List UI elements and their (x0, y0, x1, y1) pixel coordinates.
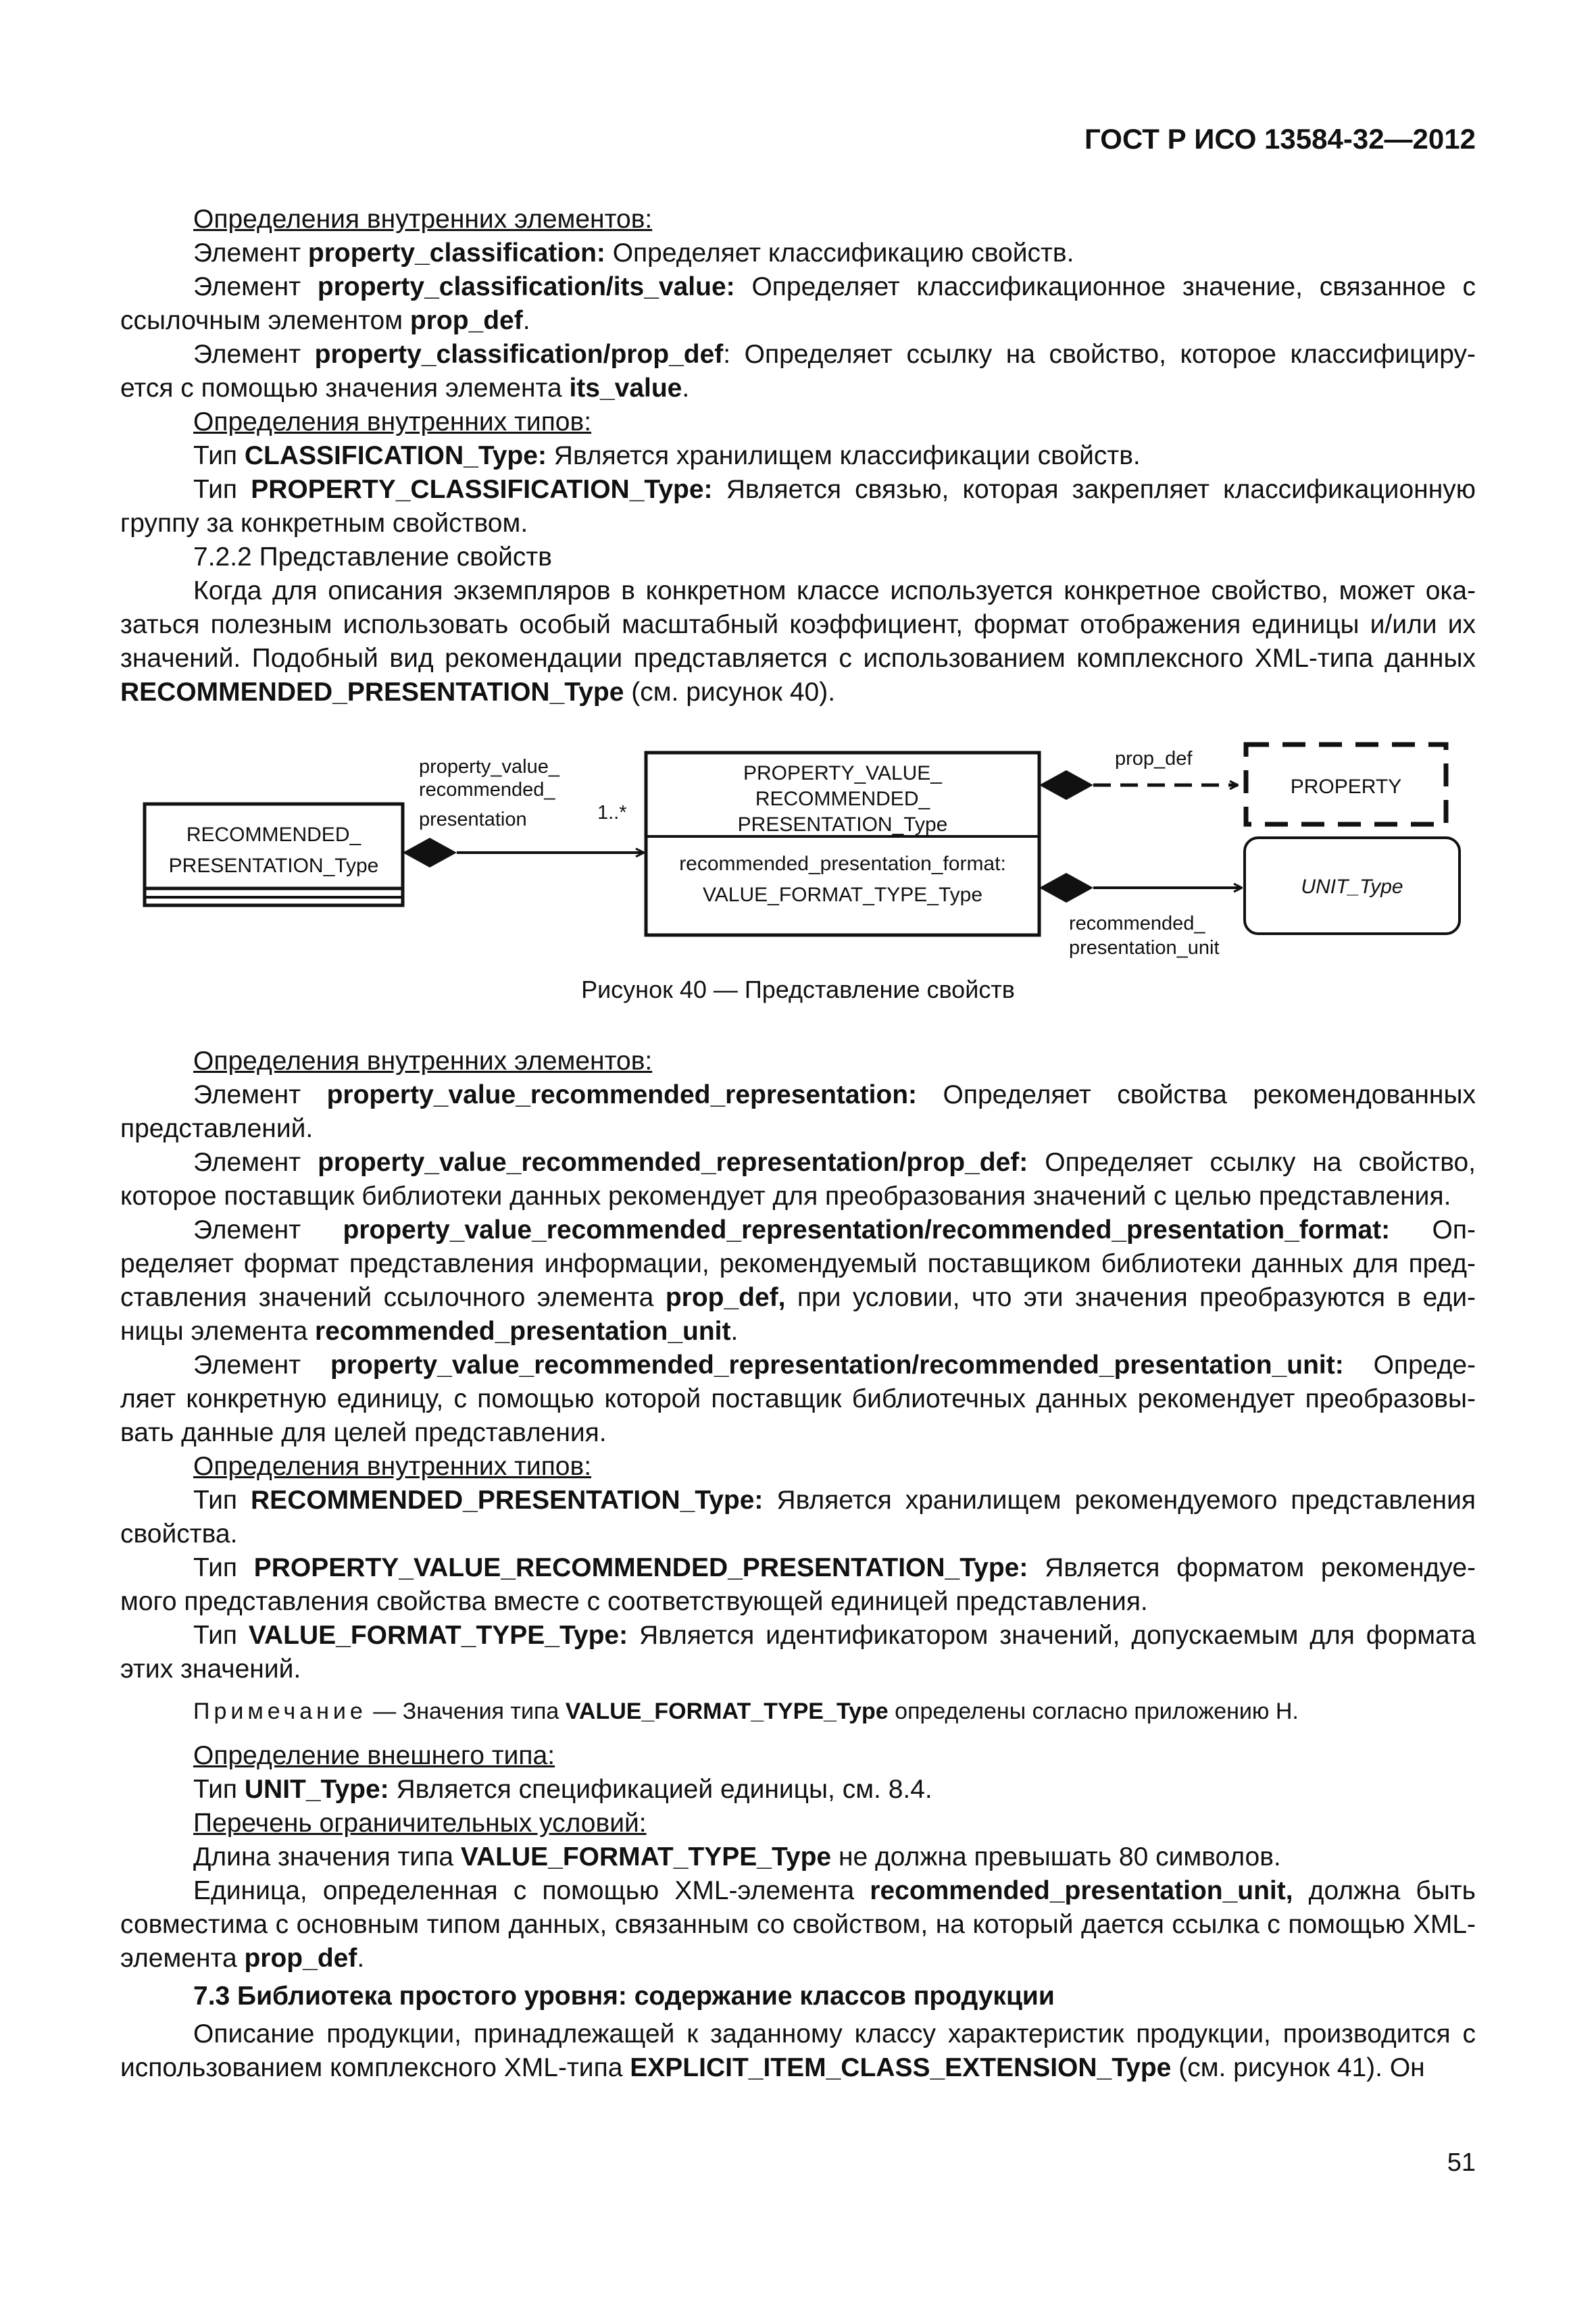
element-definition: Элемент property_classification/its_value: Определяет классификационное значение, связанное с ссылочным элементом prop_def. (120, 272, 1476, 335)
presentation-unit-relationship (1039, 873, 1242, 958)
external-type-heading: Определение внешнего типа: (193, 1741, 555, 1770)
property-box (1246, 745, 1446, 824)
box-label: PRESENTATION_Type (168, 855, 379, 877)
paragraph: Когда для описания экземпляров в конкретном классе используется конкретное свойство, может ока-заться полезным использовать особый масштабный коэффициент, формат отображения единицы и/или их значений. Подобный вид рекомендации представляется с использованием комплексного XML-типа данных RECOMMENDED_PRESENTATION_Type (см. рисунок 40). (120, 576, 1476, 707)
type-definition: Тип RECOMMENDED_PRESENTATION_Type: Является хранилищем рекомендуемого представления свойства. (120, 1486, 1476, 1549)
attribute-label: recommended_presentation_format: (679, 853, 1006, 875)
paragraph: Описание продукции, принадлежащей к заданному классу характеристик продукции, производится с использованием комплексного XML-типа EXPLICIT_ITEM_CLASS_EXTENSION_Type (см. рисунок 41). Он (120, 2019, 1476, 2082)
composition-diamond-icon (403, 838, 457, 867)
element-definition: Элемент property_value_recommended_representation/recommended_presentation_format: Оп-ределяет формат представления информации, рекомендуемый поставщиком библиотеки данных для пред-ставления значений ссылочного элемента prop_def, при условии, что эти значения преобразуются в еди-ницы элемента recommended_presentation_unit. (120, 1215, 1476, 1346)
box-label: UNIT_Type (1301, 876, 1403, 898)
box-label: PROPERTY (1290, 776, 1402, 798)
type-definition: Тип PROPERTY_VALUE_RECOMMENDED_PRESENTATION_Type: Является форматом рекомендуе-мого представления свойства вместе с соответствующей единицей представления. (120, 1553, 1476, 1616)
element-definition: Элемент property_value_recommended_representation/prop_def: Определяет ссылку на свойство, которое поставщик библиотеки данных рекомендует для преобразования значений с целью представления. (120, 1148, 1476, 1211)
figure-caption: Рисунок 40 — Представление свойств (581, 976, 1015, 1003)
text-block-lower (120, 1045, 1476, 2085)
text-block-upper (120, 203, 1476, 709)
internal-types-heading: Определения внутренних типов: (193, 407, 592, 436)
section-heading: 7.3 Библиотека простого уровня: содержание классов продукции (193, 1982, 1055, 2011)
constraint: Длина значения типа VALUE_FORMAT_TYPE_Type не должна превышать 80 символов. (193, 1842, 1281, 1871)
standard-code-header: ГОСТ Р ИСО 13584-32—2012 (1084, 123, 1476, 155)
recommended-presentation-box (145, 804, 403, 905)
unit-type-box (1245, 838, 1460, 934)
internal-elements-heading: Определения внутренних элементов: (193, 205, 653, 234)
composition-diamond-icon (1039, 770, 1093, 800)
figure-40-diagram (120, 735, 1476, 958)
page-number: 51 (1447, 2148, 1476, 2177)
property-value-recommended-presentation-box (646, 753, 1039, 935)
type-definition: Тип UNIT_Type: Является спецификацией единицы, см. 8.4. (193, 1775, 932, 1804)
composition-relationship (403, 756, 644, 867)
relationship-label: presentation_unit (1069, 937, 1220, 958)
note: Примечание — Значения типа VALUE_FORMAT_TYPE_Type определены согласно приложению Н. (193, 1699, 1299, 1724)
composition-diamond-icon (1039, 873, 1093, 903)
element-definition: Элемент property_classification: Определяет классификацию свойств. (193, 238, 1074, 268)
type-definition: Тип CLASSIFICATION_Type: Является хранилищем классификации свойств. (193, 441, 1141, 470)
element-definition: Элемент property_value_recommended_representation/recommended_presentation_unit: Опреде-ляет конкретную единицу, с помощью которой поставщик библиотечных данных рекомендует преобразовы-вать данные для целей представления. (120, 1351, 1476, 1447)
relationship-label: recommended_ (1069, 913, 1205, 934)
box-label: PRESENTATION_Type (737, 813, 948, 836)
type-definition: Тип PROPERTY_CLASSIFICATION_Type: Является связью, которая закрепляет классификационную группу за конкретным свойством. (120, 475, 1476, 538)
element-definition: Элемент property_classification/prop_def: Определяет ссылку на свойство, которое классифициру-ется с помощью значения элемента its_value. (120, 340, 1476, 403)
internal-elements-heading: Определения внутренних элементов: (193, 1047, 653, 1076)
type-definition: Тип VALUE_FORMAT_TYPE_Type: Является идентификатором значений, допускаемым для формата этих значений. (120, 1621, 1476, 1684)
relationship-label: recommended_ (419, 779, 555, 801)
constraints-heading: Перечень ограничительных условий: (193, 1809, 647, 1838)
section-heading: 7.2.2 Представление свойств (193, 543, 552, 572)
attribute-label: VALUE_FORMAT_TYPE_Type (702, 884, 983, 906)
element-definition: Элемент property_value_recommended_representation: Определяет свойства рекомендованных представлений. (120, 1080, 1476, 1143)
relationship-label: property_value_ (419, 756, 559, 778)
multiplicity-label: 1..* (597, 802, 627, 824)
relationship-label: presentation (419, 809, 527, 830)
constraint: Единица, определенная с помощью XML-элемента recommended_presentation_unit, должна быть совместима с основным типом данных, связанным со свойством, на который дается ссылка с помощью XML-элемента prop_def. (120, 1876, 1476, 1973)
relationship-label: prop_def (1115, 748, 1193, 770)
box-label: PROPERTY_VALUE_ (743, 762, 943, 784)
internal-types-heading: Определения внутренних типов: (193, 1452, 592, 1481)
box-label: RECOMMENDED_ (755, 788, 930, 810)
uml-diagram (120, 735, 1476, 958)
prop-def-relationship (1039, 748, 1238, 800)
box-label: RECOMMENDED_ (186, 824, 361, 846)
